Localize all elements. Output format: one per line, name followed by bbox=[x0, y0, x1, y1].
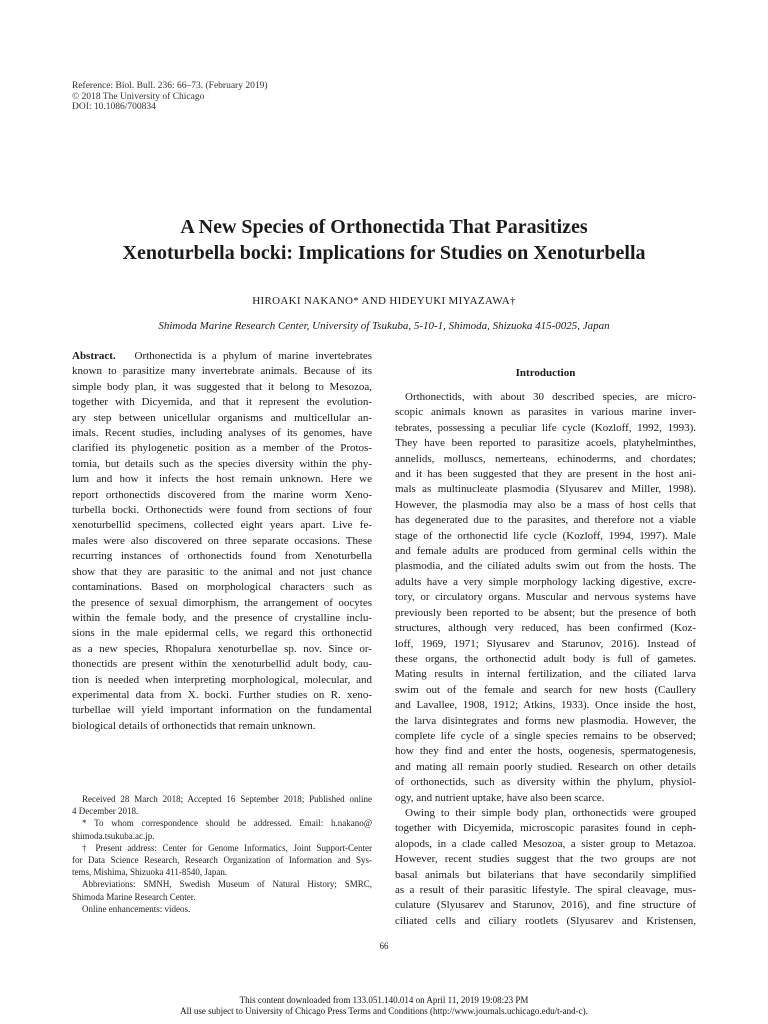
terms-line: All use subject to University of Chicago Press Terms and Conditions (http://www.journals.uchicago.edu/t-and-c). bbox=[180, 1006, 588, 1016]
text-line: these organs, the orthonectid adult body is full of gametes. bbox=[395, 652, 696, 665]
text-line: loff, 1969, 1971; Slyusarev and Starunov, 2016). Instead of bbox=[395, 637, 696, 650]
text-line: scopic animals known as parasites in various marine inver- bbox=[395, 406, 696, 419]
text-line: and mating all remain poorly studied. Research on other details bbox=[395, 760, 696, 773]
text-line bbox=[72, 349, 372, 364]
title-line-1: A New Species of Orthonectida That Parasitizes bbox=[180, 216, 588, 238]
footnotes bbox=[72, 793, 372, 915]
text-line: Received 28 March 2018; Accepted 16 September 2018; Published online bbox=[82, 794, 372, 804]
text-line: contaminations. Based on morphological characters such as bbox=[72, 581, 372, 594]
text-line: sions in the male epidermal cells, we regard this orthonectid bbox=[72, 627, 372, 640]
journal-reference bbox=[72, 81, 268, 113]
text-line: They have been reported to parasitize acoels, platyhelminthes, bbox=[395, 437, 696, 450]
text-line: report orthonectids discovered from the marine worm Xeno- bbox=[72, 488, 372, 501]
text-line: thonectids are present within the xenoturbellid adult body, cau- bbox=[72, 658, 372, 671]
text-line: shimoda.tsukuba.ac.jp. bbox=[72, 830, 155, 841]
text-line: how they find and enter the hosts, oogenesis, spermatogenesis, bbox=[395, 745, 696, 758]
text-line: experimental data from X. bocki. Further studies on R. xeno- bbox=[72, 688, 372, 701]
text-line: tebrates, possessing a peculiar life cycle (Kozloff, 1992, 1993). bbox=[395, 421, 696, 434]
text-line: † Present address: Center for Genome Informatics, Joint Support-Center bbox=[82, 842, 372, 853]
text-line: xenoturbellid specimens, collected eight years apart. Live fe- bbox=[72, 519, 372, 532]
text-line: structures, although very reduced, has been confirmed (Koz- bbox=[395, 622, 696, 635]
text-line: * To whom correspondence should be addressed. Email: h.nakano@ bbox=[82, 818, 372, 829]
text-line: of orthonectids, such as diversity within the phylum, physiol- bbox=[395, 776, 696, 789]
text-line: tems, Mishima, Shizuoka 411-8540, Japan. bbox=[72, 867, 228, 878]
text-line: Online enhancements: videos. bbox=[82, 903, 191, 914]
text-line: ary step between unicellular organisms and multicellular an- bbox=[72, 411, 372, 424]
text-line: tion is needed when interpreting morphological, molecular, and bbox=[72, 673, 372, 686]
doi-line: DOI: 10.1086/700834 bbox=[72, 102, 156, 112]
reference-citation: Reference: Biol. Bull. 236: 66–73. (February 2019) bbox=[72, 81, 268, 91]
text-line: and Lavallee, 1908, 1912; Atkins, 1933). Once inside the host, bbox=[395, 699, 696, 712]
text-line: Owing to their simple body plan, orthonectids were grouped bbox=[405, 806, 696, 819]
text-line: ogy, and nutrient uptake, have also been scarce. bbox=[395, 791, 605, 804]
text-line: 4 December 2018. bbox=[72, 806, 139, 817]
text-line: mals as multinucleate plasmodia (Slyusarev and Miller, 1998). bbox=[395, 483, 696, 496]
text-line: plasmodia, and the ciliated adults swim out from the hosts. The bbox=[395, 560, 696, 573]
title-line-2: Xenoturbella bocki: Implications for Studies on Xenoturbella bbox=[122, 242, 646, 264]
author-list: HIROAKI NAKANO* AND HIDEYUKI MIYAZAWA† bbox=[252, 295, 516, 307]
text-line: turbella bocki. Orthonectids were found from sections of four bbox=[72, 504, 372, 517]
introduction-heading: Introduction bbox=[515, 367, 576, 379]
text-line: the larva disintegrates and forms new plasmodia. However, the bbox=[395, 714, 696, 727]
text-line: annelids, molluscs, nemerteans, echinoderms, and chordates; bbox=[395, 452, 696, 465]
text-line: Orthonectids, with about 30 described species, are micro- bbox=[405, 391, 696, 403]
text-line: Mating results in internal fertilization, and the ciliated larva bbox=[395, 668, 696, 681]
text-line: show that they are parasitic to the animal and not just chance bbox=[72, 565, 372, 578]
text-line: lum and how it infects the host remain unknown. Here we bbox=[72, 473, 372, 486]
copyright-line: © 2018 The University of Chicago bbox=[72, 91, 205, 102]
text-span: Orthonectida is a phylum of marine invertebrates bbox=[134, 350, 373, 362]
text-line: However, recent studies suggest that the two groups are not bbox=[395, 853, 696, 866]
text-line: the presence of sexual dimorphism, the arrangement of oocytes bbox=[72, 596, 372, 609]
text-line: tomia, but details such as the species diversity within the phy- bbox=[72, 457, 372, 470]
text-line: previously been reported to be absent; but the presence of both bbox=[395, 606, 696, 619]
text-line: recurring instances of orthonectids found from Xenoturbella bbox=[72, 550, 372, 563]
download-notice bbox=[0, 995, 768, 1017]
text-line: ciliated cells and ciliary rootlets (Slyusarev and Kristensen, bbox=[395, 914, 696, 927]
download-line: This content downloaded from 133.051.140.014 on April 11, 2019 19:08:23 PM bbox=[239, 995, 529, 1005]
text-line: alopods, in a clade called Mesozoa, a sister group to Metazoa. bbox=[395, 837, 696, 850]
text-line: basal animals but bilaterians that have secondarily simplified bbox=[395, 868, 696, 881]
text-line: culature (Slyusarev and Starunov, 2016), and fine structure of bbox=[395, 899, 696, 912]
text-line: within the female body, and the presence of crystalline inclu- bbox=[72, 611, 372, 624]
text-line: imals. Recent studies, including analyses of its genomes, have bbox=[72, 427, 372, 440]
text-line: as a result of their parasitic lifestyle. The spiral cleavage, mus- bbox=[395, 884, 696, 896]
text-line: and female adults are produced from germinal cells within the bbox=[395, 545, 696, 558]
page-number: 66 bbox=[379, 941, 389, 951]
text-line: Abbreviations: SMNH, Swedish Museum of Natural History; SMRC, bbox=[82, 879, 372, 890]
affiliation: Shimoda Marine Research Center, University of Tsukuba, 5-10-1, Shimoda, Shizuoka 415-0025, Japan bbox=[158, 320, 610, 332]
article-title bbox=[0, 214, 768, 266]
introduction-body bbox=[395, 390, 696, 929]
text-line: Shimoda Marine Research Center. bbox=[72, 891, 196, 902]
text-line: turbellae will yield important information on the fundamental bbox=[72, 704, 372, 717]
text-line: stage of the orthonectid life cycle (Kozloff, 1994, 1997). Male bbox=[395, 529, 696, 542]
text-line: together with Dicyemida, and that it represent the evolution- bbox=[72, 396, 372, 409]
abstract-heading: Abstract. bbox=[72, 350, 135, 362]
text-line: tory, or circulatory organs. Muscular and nervous systems have bbox=[395, 591, 696, 604]
text-line: together with Dicyemida, microscopic parasites found in ceph- bbox=[395, 822, 696, 835]
text-line: has degenerated due to the parasites, and therefore not a viable bbox=[395, 514, 696, 527]
text-line: as a new species, Rhopalura xenoturbellae sp. nov. Since or- bbox=[72, 642, 372, 655]
text-line: However, the plasmodia may also be a mass of host cells that bbox=[395, 498, 696, 511]
text-line: biological details of orthonectids that remain unknown. bbox=[72, 719, 316, 732]
text-line: simple body plan, it was suggested that it belong to Mesozoa, bbox=[72, 380, 372, 393]
text-line: adults have a very simple morphology lacking digestive, excre- bbox=[395, 575, 696, 588]
text-line: and it has been suggested that they are present in the host ani- bbox=[395, 468, 696, 481]
text-line: known to parasitize many invertebrate animals. Because of its bbox=[72, 365, 372, 378]
text-line: complete life cycle of a single species remains to be observed; bbox=[395, 729, 696, 742]
text-line: clarified its phylogenetic position as a member of the Protos- bbox=[72, 442, 372, 455]
text-line: swim out of the female and search for new hosts (Caullery bbox=[395, 683, 696, 696]
text-line: males were also discovered on three separate occasions. These bbox=[72, 534, 372, 547]
text-line: for Data Science Research, Research Organization of Information and Sys- bbox=[72, 855, 372, 866]
abstract bbox=[72, 349, 372, 734]
